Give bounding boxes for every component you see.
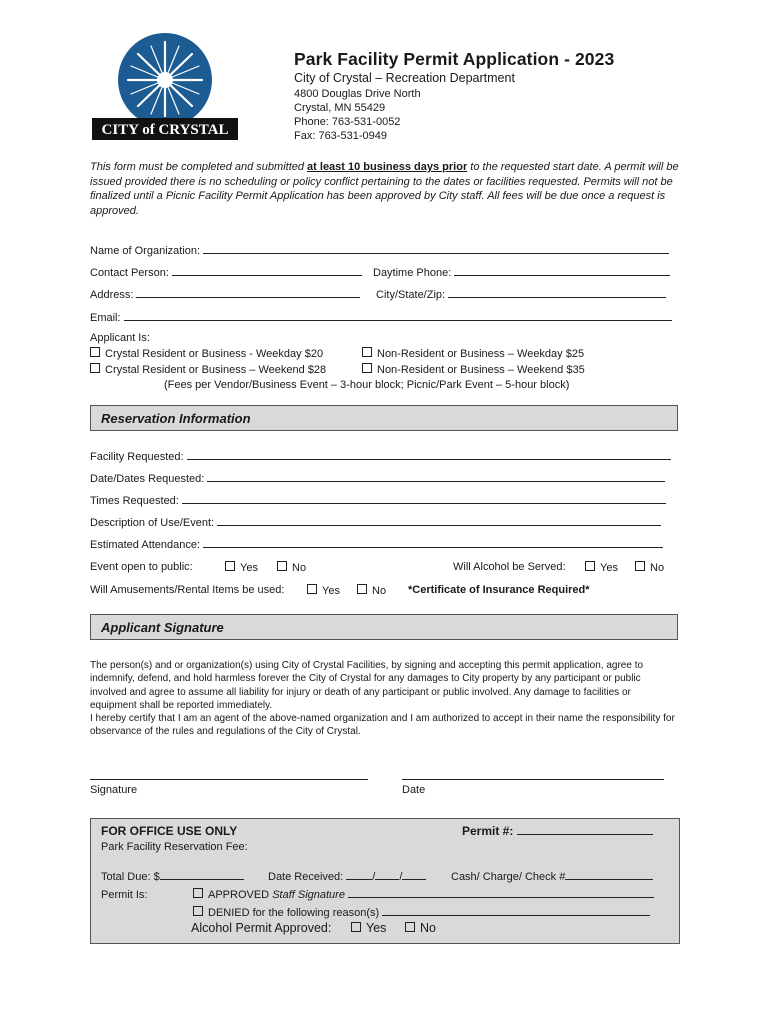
denied-reason-line[interactable]	[382, 906, 650, 916]
signature-line[interactable]	[90, 779, 368, 780]
permit-number-label: Permit #:	[462, 824, 514, 838]
total-due-label: Total Due: $	[101, 871, 160, 883]
intro-text: This form must be completed and submitted	[90, 161, 308, 173]
alcohol-permit-yes[interactable]	[351, 921, 386, 935]
no-label: No	[292, 562, 307, 574]
times-label: Times Requested:	[90, 495, 179, 507]
description-line[interactable]	[217, 516, 661, 526]
amusements-no[interactable]	[357, 584, 386, 597]
yes-label: Yes	[366, 921, 387, 935]
organization-line[interactable]	[203, 244, 669, 254]
date-label: Date	[402, 784, 426, 796]
checkbox[interactable]	[90, 347, 100, 357]
alcohol-yes[interactable]	[585, 561, 618, 574]
checkbox[interactable]	[225, 561, 235, 571]
option-label: Crystal Resident or Business – Weekend $28	[105, 364, 327, 376]
city-logo	[92, 30, 242, 142]
fee-label: Park Facility Reservation Fee:	[101, 841, 248, 853]
times-field[interactable]	[90, 494, 666, 507]
alcohol-permit-no[interactable]	[405, 921, 436, 935]
date-line[interactable]	[402, 779, 664, 780]
insurance-note: *Certificate of Insurance Required*	[408, 584, 590, 596]
option-resident-weekend[interactable]	[90, 363, 326, 376]
fee-note: (Fees per Vendor/Business Event – 3-hour block; Picnic/Park Event – 5-hour block)	[164, 379, 570, 391]
fax-line: Fax: 763-531-0949	[294, 130, 387, 142]
logo-text: CITY of CRYSTAL	[101, 122, 229, 138]
organization-label: Name of Organization:	[90, 245, 201, 257]
city-state-zip-label: City/State/Zip:	[376, 289, 446, 301]
denied-label: DENIED for the following reason(s)	[208, 907, 380, 919]
date-received-label: Date Received:	[268, 871, 344, 883]
open-public-no[interactable]	[277, 561, 306, 574]
legal-text	[90, 659, 680, 739]
approved-option[interactable]	[193, 888, 654, 901]
yes-label: Yes	[600, 562, 618, 574]
intro-paragraph	[90, 160, 680, 218]
daytime-phone-line[interactable]	[454, 266, 670, 276]
city-state-zip-field[interactable]	[376, 288, 666, 301]
email-label: Email:	[90, 312, 121, 324]
organization-field[interactable]	[90, 244, 669, 257]
alcohol-label: Will Alcohol be Served:	[453, 561, 566, 573]
office-use-box	[90, 818, 680, 944]
daytime-phone-label: Daytime Phone:	[373, 267, 452, 279]
date-received-field[interactable]: Date Received: / /	[268, 870, 426, 883]
yes-label: Yes	[322, 585, 340, 597]
staff-signature-line[interactable]	[348, 888, 654, 898]
indemnity-paragraph: The person(s) and or organization(s) using City of Crystal Facilities, by signing and accepting this permit application, agree to indemnify, defend, and hold harmless forever the City of Crystal for any damages to City property by any participant or public involved and agree to assume all liability for injury or death of any participant or public involved. Any damage to facilities or equipment shall be reported immediately.	[90, 660, 644, 711]
applicant-is-label: Applicant Is:	[90, 332, 150, 344]
checkbox[interactable]	[351, 922, 361, 932]
contact-label: Contact Person:	[90, 267, 169, 279]
checkbox[interactable]	[307, 584, 317, 594]
open-public-yes[interactable]	[225, 561, 258, 574]
address-line: Crystal, MN 55429	[294, 102, 386, 114]
option-label: Crystal Resident or Business - Weekday $20	[105, 348, 324, 360]
certification-paragraph: I hereby certify that I am an agent of the above-named organization and I am authorized to accept in their name the responsibility for observance of the rules and regulations of the City of Crystal.	[90, 713, 675, 738]
checkbox[interactable]	[90, 363, 100, 373]
year-line[interactable]	[402, 870, 426, 880]
attendance-field[interactable]	[90, 538, 663, 551]
signature-heading: Applicant Signature	[101, 620, 224, 635]
facility-line[interactable]	[187, 450, 671, 460]
daytime-phone-field[interactable]	[373, 266, 670, 279]
option-label: Non-Resident or Business – Weekend $35	[377, 364, 585, 376]
email-line[interactable]	[124, 311, 672, 321]
alcohol-no[interactable]	[635, 561, 664, 574]
payment-field[interactable]	[451, 870, 653, 883]
checkbox[interactable]	[635, 561, 645, 571]
total-due-line[interactable]	[160, 870, 244, 880]
permit-number-field[interactable]	[462, 824, 653, 838]
description-label: Description of Use/Event:	[90, 517, 215, 529]
permit-number-line[interactable]	[517, 825, 653, 835]
city-state-zip-line[interactable]	[448, 288, 666, 298]
facility-label: Facility Requested:	[90, 451, 184, 463]
times-line[interactable]	[182, 494, 666, 504]
no-label: No	[372, 585, 387, 597]
permit-is-label: Permit Is:	[101, 889, 148, 901]
option-nonresident-weekend[interactable]	[362, 363, 585, 376]
contact-line[interactable]	[172, 266, 362, 276]
checkbox[interactable]	[585, 561, 595, 571]
amusements-yes[interactable]	[307, 584, 340, 597]
city-logo-graphic	[92, 30, 242, 142]
department-name: City of Crystal – Recreation Department	[294, 71, 515, 85]
no-label: No	[420, 921, 436, 935]
alcohol-permit-label: Alcohol Permit Approved:	[191, 921, 332, 935]
phone-line: Phone: 763-531-0052	[294, 116, 401, 128]
dates-label: Date/Dates Requested:	[90, 473, 205, 485]
office-heading: FOR OFFICE USE ONLY	[101, 824, 238, 838]
email-field[interactable]	[90, 311, 672, 324]
dates-line[interactable]	[207, 472, 665, 482]
checkbox[interactable]	[193, 906, 203, 916]
option-label: Non-Resident or Business – Weekday $25	[377, 348, 585, 360]
yes-label: Yes	[240, 562, 258, 574]
signature-label: Signature	[90, 784, 138, 796]
address-line[interactable]	[136, 288, 360, 298]
address-label: Address:	[90, 289, 134, 301]
reservation-section-header	[90, 405, 678, 431]
intro-text: to the requested start date. A permit will be issued provided there is no scheduling or policy conflict pertaining to the dates or facilities requested. Permits will not be finalized until a Picnic Facility Permit Application has been approved by City staff. All fees will be due once a request is approved.	[90, 161, 679, 217]
checkbox[interactable]	[193, 888, 203, 898]
reservation-heading: Reservation Information	[101, 411, 251, 426]
payment-label: Cash/ Charge/ Check #	[451, 871, 566, 883]
day-line[interactable]	[375, 870, 399, 880]
total-due-field[interactable]	[101, 870, 244, 883]
approved-label: APPROVED	[208, 889, 273, 901]
staff-signature-label: Staff Signature	[272, 889, 345, 901]
checkbox[interactable]	[362, 347, 372, 357]
month-line[interactable]	[346, 870, 372, 880]
checkbox[interactable]	[405, 922, 415, 932]
checkbox[interactable]	[277, 561, 287, 571]
attendance-label: Estimated Attendance:	[90, 539, 201, 551]
option-nonresident-weekday[interactable]	[362, 347, 584, 360]
signature-section-header	[90, 614, 678, 640]
intro-emphasis: at least 10 business days prior	[307, 161, 468, 173]
checkbox[interactable]	[357, 584, 367, 594]
attendance-line[interactable]	[203, 538, 663, 548]
dates-field[interactable]	[90, 472, 665, 485]
open-public-label: Event open to public:	[90, 561, 193, 573]
payment-line[interactable]	[565, 870, 653, 880]
facility-field[interactable]	[90, 450, 671, 463]
checkbox[interactable]	[362, 363, 372, 373]
address-line: 4800 Douglas Drive North	[294, 88, 421, 100]
no-label: No	[650, 562, 665, 574]
page-title: Park Facility Permit Application - 2023	[294, 49, 615, 69]
contact-field[interactable]	[90, 266, 362, 279]
amusements-label: Will Amusements/Rental Items be used:	[90, 584, 285, 596]
description-field[interactable]	[90, 516, 661, 529]
option-resident-weekday[interactable]	[90, 347, 323, 360]
address-field[interactable]	[90, 288, 360, 301]
denied-option[interactable]	[193, 906, 650, 919]
